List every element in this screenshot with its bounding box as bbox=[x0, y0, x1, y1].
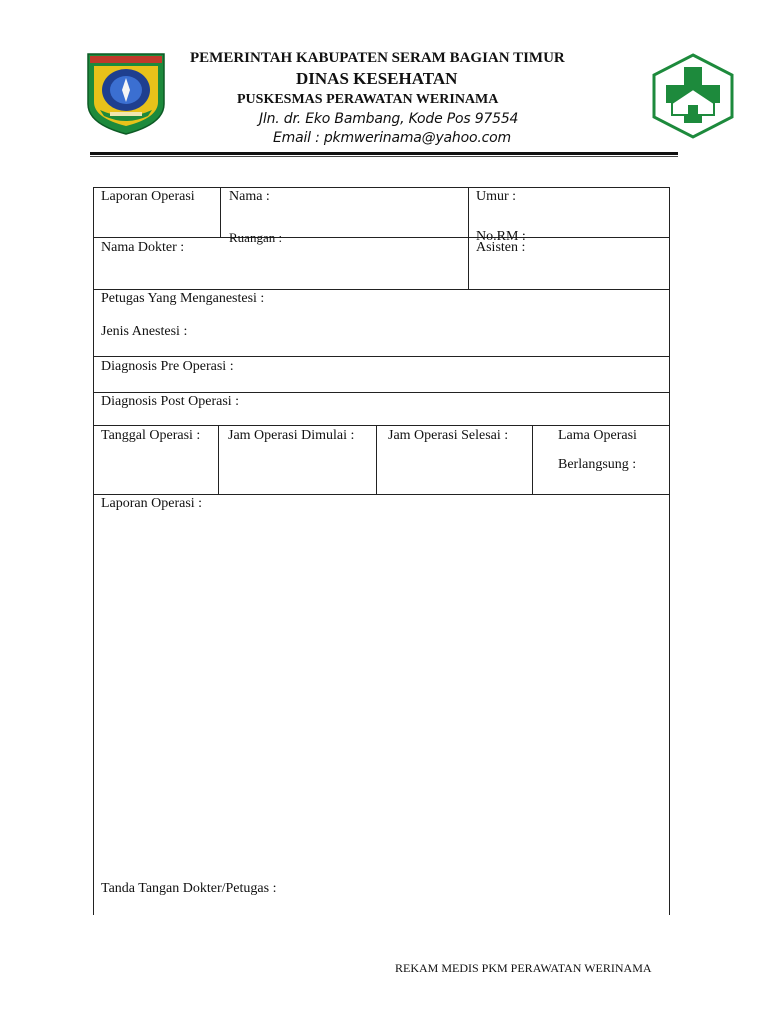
grid-line bbox=[93, 187, 94, 915]
header-government-name: PEMERINTAH KABUPATEN SERAM BAGIAN TIMUR bbox=[190, 50, 565, 66]
label-tanggal-operasi: Tanggal Operasi : bbox=[101, 428, 201, 443]
label-laporan-operasi-body: Laporan Operasi : bbox=[101, 496, 203, 511]
grid-line bbox=[93, 356, 670, 357]
label-nama: Nama : bbox=[229, 189, 270, 204]
label-diagnosis-pre: Diagnosis Pre Operasi : bbox=[101, 359, 234, 374]
header-agency-name: DINAS KESEHATAN bbox=[296, 69, 458, 88]
label-jenis-anestesi: Jenis Anestesi : bbox=[101, 324, 188, 339]
label-jam-selesai: Jam Operasi Selesai : bbox=[388, 428, 509, 443]
label-tanda-tangan: Tanda Tangan Dokter/Petugas : bbox=[101, 881, 277, 896]
grid-line bbox=[93, 237, 670, 238]
label-asisten: Asisten : bbox=[476, 240, 526, 255]
label-ruangan: Ruangan : bbox=[229, 230, 283, 245]
header-email: Email : pkmwerinama@yahoo.com bbox=[273, 130, 511, 146]
label-jam-dimulai: Jam Operasi Dimulai : bbox=[228, 428, 355, 443]
regency-logo bbox=[86, 52, 166, 136]
puskesmas-logo bbox=[650, 53, 736, 139]
puskesmas-cross-icon bbox=[650, 53, 736, 139]
label-no-rm: No.RM : bbox=[476, 229, 526, 244]
grid-line bbox=[376, 425, 377, 494]
label-diagnosis-post: Diagnosis Post Operasi : bbox=[101, 394, 240, 409]
grid-line bbox=[93, 289, 670, 290]
label-berlangsung: Berlangsung : bbox=[558, 457, 637, 472]
grid-line bbox=[93, 187, 670, 188]
grid-line bbox=[532, 425, 533, 494]
footer-text: REKAM MEDIS PKM PERAWATAN WERINAMA bbox=[395, 961, 652, 975]
grid-line bbox=[220, 187, 221, 237]
regency-emblem-icon bbox=[86, 52, 166, 136]
letterhead-divider-thin bbox=[90, 156, 678, 157]
grid-line bbox=[93, 494, 670, 495]
label-nama-dokter: Nama Dokter : bbox=[101, 240, 185, 255]
label-umur: Umur : bbox=[476, 189, 517, 204]
grid-line bbox=[93, 392, 670, 393]
grid-line bbox=[93, 425, 670, 426]
label-laporan-operasi: Laporan Operasi bbox=[101, 189, 195, 204]
letterhead-divider-thick bbox=[90, 152, 678, 155]
label-lama-operasi: Lama Operasi bbox=[558, 428, 637, 443]
grid-line bbox=[669, 187, 670, 915]
header-address: Jln. dr. Eko Bambang, Kode Pos 97554 bbox=[259, 111, 519, 127]
grid-line bbox=[468, 187, 469, 289]
grid-line bbox=[218, 425, 219, 494]
header-facility-name: PUSKESMAS PERAWATAN WERINAMA bbox=[237, 92, 499, 107]
label-petugas-anestesi: Petugas Yang Menganestesi : bbox=[101, 291, 265, 306]
